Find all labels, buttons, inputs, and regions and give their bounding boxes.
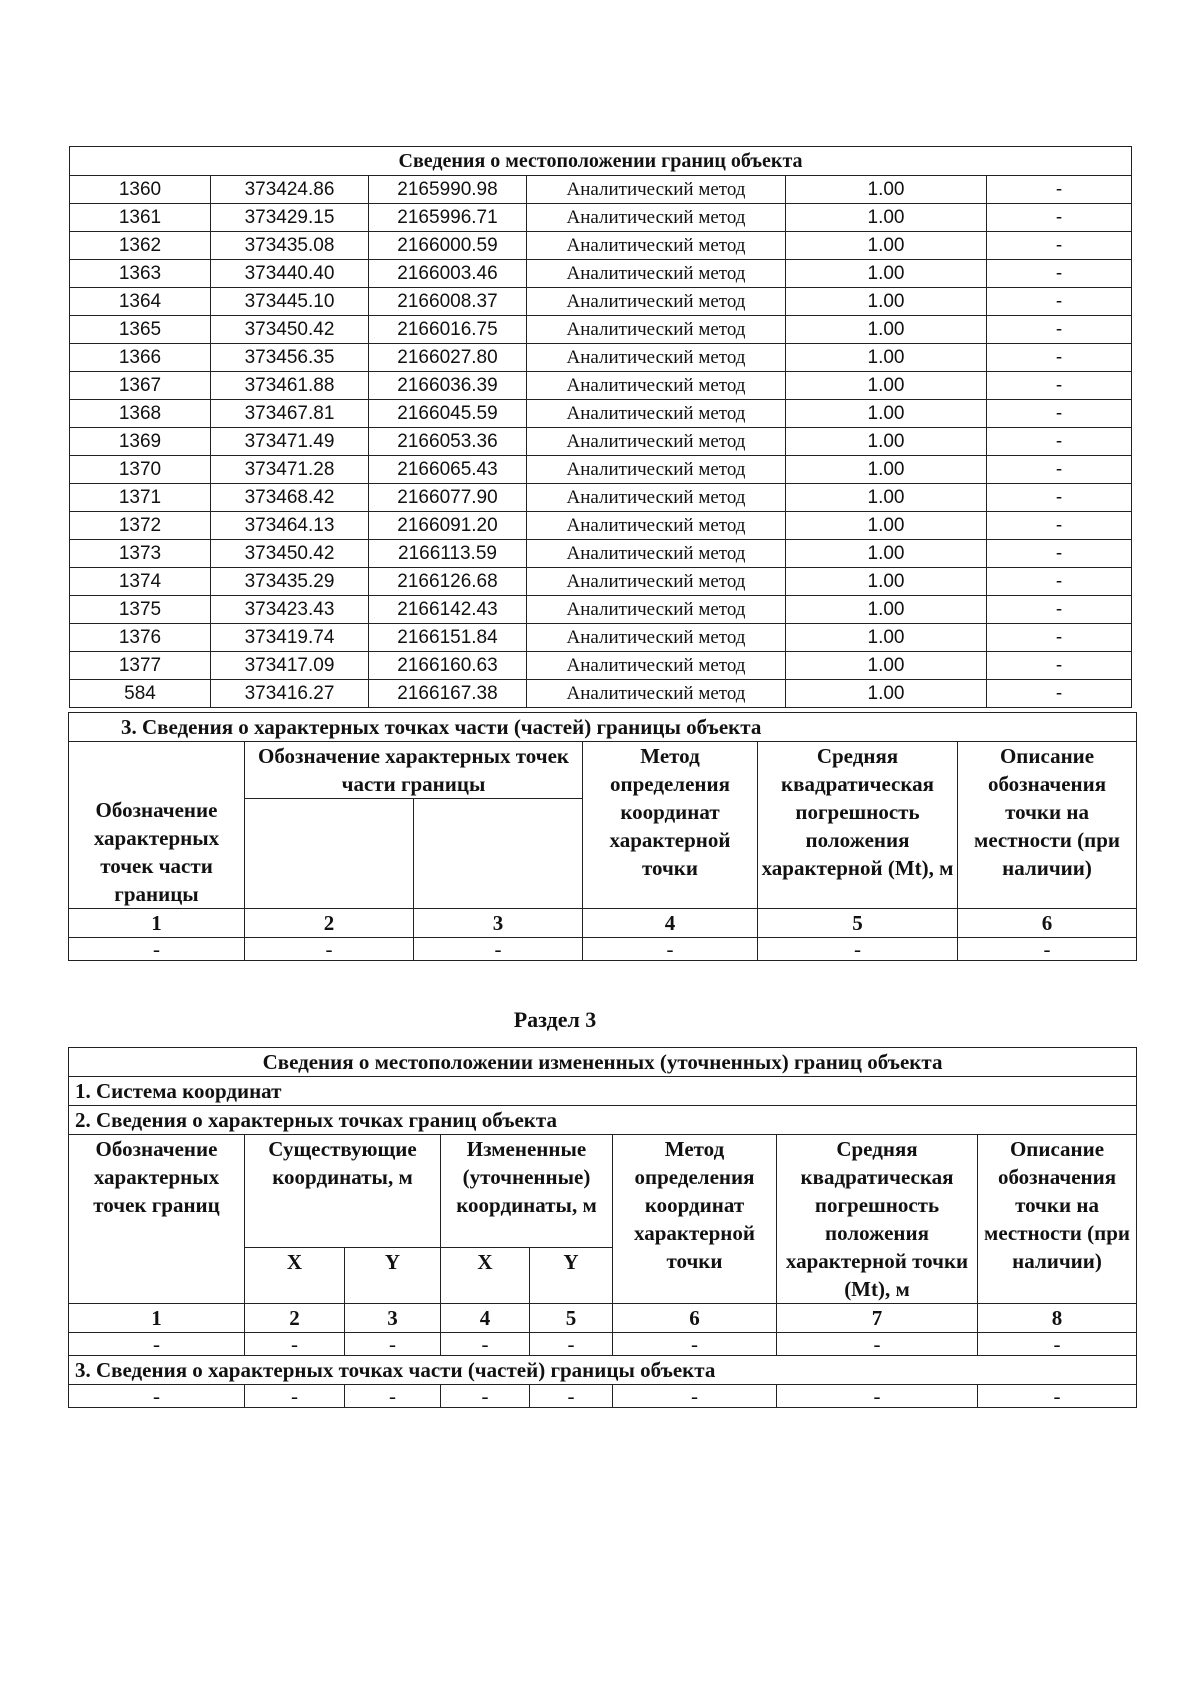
- part-points-row: 3. Сведения о характерных точках части (частей) границы объекта: [69, 1356, 1137, 1385]
- empty-value: -: [777, 1385, 978, 1408]
- description-cell: -: [987, 568, 1132, 596]
- column-number: 3: [345, 1304, 441, 1333]
- method-cell: Аналитический метод: [527, 428, 786, 456]
- point-id-cell: 1365: [70, 316, 211, 344]
- method-cell: Аналитический метод: [527, 624, 786, 652]
- description-cell: -: [987, 428, 1132, 456]
- description-cell: -: [987, 176, 1132, 204]
- table-row: [70, 540, 1132, 568]
- empty-value: -: [530, 1333, 613, 1356]
- point-id-cell: 1370: [70, 456, 211, 484]
- method-cell: Аналитический метод: [527, 316, 786, 344]
- description-cell: -: [987, 596, 1132, 624]
- empty-value: -: [245, 1333, 345, 1356]
- table-row: [70, 260, 1132, 288]
- method-cell: Аналитический метод: [527, 484, 786, 512]
- y-coord-cell: 2166008.37: [369, 288, 527, 316]
- x-coord-cell: 373429.15: [211, 204, 369, 232]
- description-cell: -: [987, 456, 1132, 484]
- col-point-header: Обозначение характерных точек части границы: [69, 742, 245, 909]
- table-row: [70, 316, 1132, 344]
- coord-system-row: 1. Система координат: [69, 1077, 1137, 1106]
- table-row: [70, 204, 1132, 232]
- table2-title: 3. Сведения о характерных точках части (частей) границы объекта: [69, 713, 1137, 742]
- column-number: 2: [245, 909, 414, 938]
- error-cell: 1.00: [786, 400, 987, 428]
- point-id-cell: 1360: [70, 176, 211, 204]
- table-row: [70, 484, 1132, 512]
- x-coord-cell: 373416.27: [211, 680, 369, 708]
- col-changed-header: Измененные (уточненные) координаты, м: [441, 1135, 613, 1248]
- x-coord-cell: 373417.09: [211, 652, 369, 680]
- column-number: 6: [958, 909, 1137, 938]
- x-coord-cell: 373440.40: [211, 260, 369, 288]
- empty-value: -: [583, 938, 758, 961]
- description-cell: -: [987, 204, 1132, 232]
- column-number: 5: [758, 909, 958, 938]
- y-subheader: Y: [530, 1247, 613, 1303]
- empty-value: -: [345, 1333, 441, 1356]
- point-id-cell: 1361: [70, 204, 211, 232]
- error-cell: 1.00: [786, 624, 987, 652]
- description-cell: -: [987, 288, 1132, 316]
- empty-value: -: [978, 1333, 1137, 1356]
- point-id-cell: 1363: [70, 260, 211, 288]
- y-coord-cell: 2165996.71: [369, 204, 527, 232]
- error-cell: 1.00: [786, 204, 987, 232]
- method-cell: Аналитический метод: [527, 540, 786, 568]
- method-cell: Аналитический метод: [527, 372, 786, 400]
- x-coord-cell: 373419.74: [211, 624, 369, 652]
- table-row: [70, 344, 1132, 372]
- point-id-cell: 1375: [70, 596, 211, 624]
- col-error-header: Средняя квадратическая погрешность положения характерной (Mt), м: [758, 742, 958, 909]
- boundary-points-table: [69, 146, 1132, 708]
- error-cell: 1.00: [786, 652, 987, 680]
- x-coord-cell: 373435.08: [211, 232, 369, 260]
- col-error-header: Средняя квадратическая погрешность положения характерной точки (Mt), м: [777, 1135, 978, 1304]
- y-coord-cell: 2166016.75: [369, 316, 527, 344]
- empty-value: -: [613, 1385, 777, 1408]
- empty-value: -: [69, 938, 245, 961]
- point-id-cell: 1367: [70, 372, 211, 400]
- method-cell: Аналитический метод: [527, 596, 786, 624]
- x-coord-cell: 373456.35: [211, 344, 369, 372]
- col-existing-header: Существующие координаты, м: [245, 1135, 441, 1248]
- description-cell: -: [987, 316, 1132, 344]
- error-cell: 1.00: [786, 372, 987, 400]
- error-cell: 1.00: [786, 288, 987, 316]
- empty-value: -: [245, 1385, 345, 1408]
- column-number: 8: [978, 1304, 1137, 1333]
- point-id-cell: 1364: [70, 288, 211, 316]
- empty-value: -: [69, 1385, 245, 1408]
- method-cell: Аналитический метод: [527, 288, 786, 316]
- y-coord-cell: 2166142.43: [369, 596, 527, 624]
- point-id-cell: 1366: [70, 344, 211, 372]
- error-cell: 1.00: [786, 512, 987, 540]
- y-coord-cell: 2166027.80: [369, 344, 527, 372]
- error-cell: 1.00: [786, 344, 987, 372]
- section-heading: Раздел 3: [513, 1007, 597, 1032]
- description-cell: -: [987, 484, 1132, 512]
- part-boundary-points-table: [68, 712, 1137, 961]
- error-cell: 1.00: [786, 428, 987, 456]
- x-coord-cell: 373464.13: [211, 512, 369, 540]
- empty-value: -: [414, 938, 583, 961]
- point-id-cell: 1373: [70, 540, 211, 568]
- y-subheader: Y: [345, 1247, 441, 1303]
- empty-subheader-cell: [414, 799, 583, 909]
- x-coord-cell: 373471.49: [211, 428, 369, 456]
- empty-value: -: [758, 938, 958, 961]
- method-cell: Аналитический метод: [527, 568, 786, 596]
- method-cell: Аналитический метод: [527, 456, 786, 484]
- empty-value: -: [530, 1385, 613, 1408]
- empty-value: -: [441, 1333, 530, 1356]
- x-coord-cell: 373445.10: [211, 288, 369, 316]
- column-number: 5: [530, 1304, 613, 1333]
- table3-title: Сведения о местоположении измененных (уточненных) границ объекта: [69, 1048, 1137, 1077]
- description-cell: -: [987, 372, 1132, 400]
- column-number: 7: [777, 1304, 978, 1333]
- point-id-cell: 1369: [70, 428, 211, 456]
- table-row: [70, 512, 1132, 540]
- y-coord-cell: 2166036.39: [369, 372, 527, 400]
- column-number: 2: [245, 1304, 345, 1333]
- y-coord-cell: 2166000.59: [369, 232, 527, 260]
- empty-value: -: [345, 1385, 441, 1408]
- col-desc-header: Описание обозначения точки на местности (при наличии): [978, 1135, 1137, 1304]
- description-cell: -: [987, 400, 1132, 428]
- description-cell: -: [987, 260, 1132, 288]
- col-point-header: Обозначение характерных точек границ: [69, 1135, 245, 1304]
- x-coord-cell: 373471.28: [211, 456, 369, 484]
- point-id-cell: 1371: [70, 484, 211, 512]
- x-coord-cell: 373450.42: [211, 316, 369, 344]
- table-row: [70, 568, 1132, 596]
- x-coord-cell: 373468.42: [211, 484, 369, 512]
- empty-value: -: [777, 1333, 978, 1356]
- x-coord-cell: 373435.29: [211, 568, 369, 596]
- error-cell: 1.00: [786, 456, 987, 484]
- method-cell: Аналитический метод: [527, 344, 786, 372]
- y-coord-cell: 2166091.20: [369, 512, 527, 540]
- method-cell: Аналитический метод: [527, 176, 786, 204]
- column-number: 1: [69, 1304, 245, 1333]
- column-number: 1: [69, 909, 245, 938]
- method-cell: Аналитический метод: [527, 400, 786, 428]
- y-coord-cell: 2166160.63: [369, 652, 527, 680]
- empty-subheader-cell: [245, 799, 414, 909]
- error-cell: 1.00: [786, 232, 987, 260]
- error-cell: 1.00: [786, 540, 987, 568]
- table-row: [70, 596, 1132, 624]
- table-row: [70, 624, 1132, 652]
- y-coord-cell: 2166065.43: [369, 456, 527, 484]
- error-cell: 1.00: [786, 568, 987, 596]
- x-coord-cell: 373467.81: [211, 400, 369, 428]
- empty-value: -: [441, 1385, 530, 1408]
- y-coord-cell: 2166053.36: [369, 428, 527, 456]
- description-cell: -: [987, 232, 1132, 260]
- description-cell: -: [987, 652, 1132, 680]
- point-id-cell: 1377: [70, 652, 211, 680]
- y-coord-cell: 2166003.46: [369, 260, 527, 288]
- error-cell: 1.00: [786, 260, 987, 288]
- y-coord-cell: 2166167.38: [369, 680, 527, 708]
- points-info-row: 2. Сведения о характерных точках границ объекта: [69, 1106, 1137, 1135]
- y-coord-cell: 2165990.98: [369, 176, 527, 204]
- error-cell: 1.00: [786, 316, 987, 344]
- y-coord-cell: 2166077.90: [369, 484, 527, 512]
- x-subheader: X: [441, 1247, 530, 1303]
- description-cell: -: [987, 512, 1132, 540]
- table-row: [70, 428, 1132, 456]
- point-id-cell: 1368: [70, 400, 211, 428]
- table-row: [70, 372, 1132, 400]
- method-cell: Аналитический метод: [527, 652, 786, 680]
- method-cell: Аналитический метод: [527, 680, 786, 708]
- x-coord-cell: 373461.88: [211, 372, 369, 400]
- description-cell: -: [987, 540, 1132, 568]
- table1-title: Сведения о местоположении границ объекта: [70, 147, 1132, 176]
- x-coord-cell: 373450.42: [211, 540, 369, 568]
- col-points-group-header: Обозначение характерных точек части границы: [245, 742, 583, 799]
- changed-boundaries-table: [68, 1047, 1137, 1408]
- point-id-cell: 1372: [70, 512, 211, 540]
- col-method-header: Метод определения координат характерной точки: [613, 1135, 777, 1304]
- point-id-cell: 584: [70, 680, 211, 708]
- col-desc-header: Описание обозначения точки на местности (при наличии): [958, 742, 1137, 909]
- description-cell: -: [987, 680, 1132, 708]
- description-cell: -: [987, 624, 1132, 652]
- error-cell: 1.00: [786, 484, 987, 512]
- description-cell: -: [987, 344, 1132, 372]
- empty-value: -: [69, 1333, 245, 1356]
- column-number: 6: [613, 1304, 777, 1333]
- column-number: 3: [414, 909, 583, 938]
- table-row: [70, 232, 1132, 260]
- error-cell: 1.00: [786, 596, 987, 624]
- col-method-header: Метод определения координат характерной точки: [583, 742, 758, 909]
- method-cell: Аналитический метод: [527, 232, 786, 260]
- empty-value: -: [978, 1385, 1137, 1408]
- x-coord-cell: 373424.86: [211, 176, 369, 204]
- empty-value: -: [613, 1333, 777, 1356]
- table-row: [70, 400, 1132, 428]
- y-coord-cell: 2166151.84: [369, 624, 527, 652]
- y-coord-cell: 2166113.59: [369, 540, 527, 568]
- point-id-cell: 1362: [70, 232, 211, 260]
- error-cell: 1.00: [786, 176, 987, 204]
- table-row: [70, 288, 1132, 316]
- table-row: [70, 456, 1132, 484]
- table-row: [70, 680, 1132, 708]
- column-number: 4: [583, 909, 758, 938]
- y-coord-cell: 2166126.68: [369, 568, 527, 596]
- error-cell: 1.00: [786, 680, 987, 708]
- x-subheader: X: [245, 1247, 345, 1303]
- y-coord-cell: 2166045.59: [369, 400, 527, 428]
- table-row: [70, 652, 1132, 680]
- method-cell: Аналитический метод: [527, 512, 786, 540]
- method-cell: Аналитический метод: [527, 204, 786, 232]
- point-id-cell: 1376: [70, 624, 211, 652]
- empty-value: -: [958, 938, 1137, 961]
- table-row: [70, 176, 1132, 204]
- column-number: 4: [441, 1304, 530, 1333]
- empty-value: -: [245, 938, 414, 961]
- x-coord-cell: 373423.43: [211, 596, 369, 624]
- point-id-cell: 1374: [70, 568, 211, 596]
- method-cell: Аналитический метод: [527, 260, 786, 288]
